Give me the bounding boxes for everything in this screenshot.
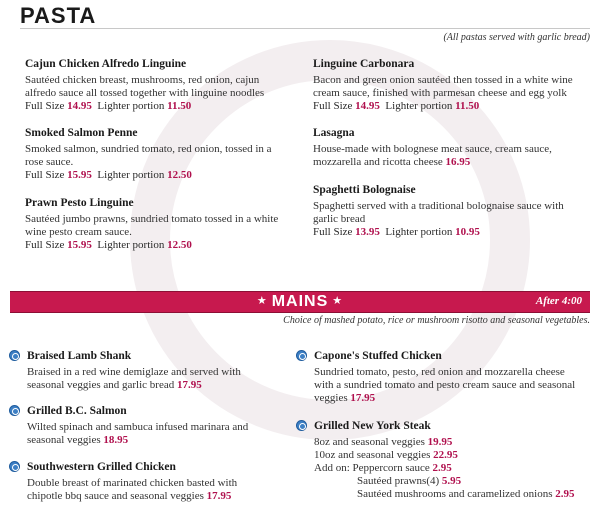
full-size-price: 15.95: [67, 239, 92, 251]
mains-section-bar: [10, 291, 590, 313]
addon-row: Sautéed prawns(4) 5.95: [357, 475, 462, 487]
menu-item-capones-stuffed-chicken: [314, 350, 594, 405]
item-description: Braised in a red wine demiglaze and served with seasonal veggies and garlic bread 17.95: [27, 366, 241, 391]
addon-price: 2.95: [432, 462, 452, 474]
menu-item-southwestern-grilled-chicken: [27, 461, 297, 503]
mains-time-note: After 4:00: [535, 295, 582, 307]
item-name: Linguine Carbonara: [313, 58, 415, 70]
lighter-portion-price: 12.50: [167, 169, 192, 181]
full-size-price: 15.95: [67, 169, 92, 181]
mains-note: Choice of mashed potato, rice or mushroom risotto and seasonal vegetables.: [283, 315, 590, 326]
dietary-icon: [296, 350, 307, 361]
item-prices: Full Size 14.95 Lighter portion 11.50: [25, 100, 192, 112]
addons-label: Add on:: [314, 462, 350, 474]
steak-option: 8oz and seasonal veggies 19.95: [314, 436, 453, 448]
menu-item-braised-lamb-shank: [27, 350, 297, 392]
lighter-portion-price: 12.50: [167, 239, 192, 251]
star-icon: ★: [256, 295, 268, 307]
item-price: 16.95: [445, 156, 471, 168]
item-prices: Full Size 15.95 Lighter portion 12.50: [25, 239, 192, 251]
item-description: Sautéed jumbo prawns, sundried tomato tossed in a white wine pesto cream sauce.: [25, 213, 279, 238]
menu-item-cajun-chicken-alfredo: [25, 58, 305, 113]
addon-price: 5.95: [441, 475, 462, 487]
menu-item-grilled-new-york-steak: [314, 420, 594, 501]
dietary-icon: [9, 350, 20, 361]
menu-item-linguine-carbonara: [313, 58, 593, 113]
item-price: 17.95: [206, 490, 232, 502]
item-name: Capone's Stuffed Chicken: [314, 350, 442, 362]
item-description: Spaghetti served with a traditional bolognaise sauce with garlic bread: [313, 200, 564, 225]
item-name: Spaghetti Bolognaise: [313, 184, 416, 196]
full-size-price: 13.95: [355, 226, 380, 238]
item-prices: Full Size 13.95 Lighter portion 10.95: [313, 226, 480, 238]
item-prices: Full Size 14.95 Lighter portion 11.50: [313, 100, 480, 112]
item-name: Grilled B.C. Salmon: [27, 405, 127, 417]
item-price: 19.95: [427, 436, 453, 448]
pasta-section-title: PASTA: [20, 3, 97, 28]
full-size-price: 14.95: [355, 100, 380, 112]
item-description: Double breast of marinated chicken basted with chipotle bbq sauce and seasonal veggies 17.95: [27, 477, 238, 502]
item-name: Lasagna: [313, 127, 355, 139]
item-description: House-made with bolognese meat sauce, cream sauce, mozzarella and ricotta cheese 16.95: [313, 143, 552, 168]
item-name: Prawn Pesto Linguine: [25, 197, 134, 209]
item-description: Bacon and green onion sautéed then tossed in a white wine cream sauce, finished with parmesan cheese and egg yolk: [313, 74, 573, 99]
dietary-icon: [9, 405, 20, 416]
item-description: Smoked salmon, sundried tomato, red onion, tossed in a rose sauce.: [25, 143, 272, 168]
lighter-portion-price: 11.50: [455, 100, 480, 112]
lighter-portion-price: 10.95: [455, 226, 480, 238]
item-description: Wilted spinach and sambuca infused marinara and seasonal veggies 18.95: [27, 421, 249, 446]
lighter-portion-price: 11.50: [167, 100, 192, 112]
menu-item-lasagna: [313, 127, 593, 169]
item-name: Braised Lamb Shank: [27, 350, 132, 362]
item-name: Southwestern Grilled Chicken: [27, 461, 176, 473]
item-description: Sautéed chicken breast, mushrooms, red onion, cajun alfredo sauce all tossed together with linguine noodles: [25, 74, 265, 99]
item-price: 22.95: [433, 449, 458, 461]
star-icon: ★: [332, 295, 344, 307]
full-size-price: 14.95: [67, 100, 92, 112]
item-description: [314, 436, 594, 501]
item-name: Grilled New York Steak: [314, 420, 431, 432]
mains-section-title: ★ MAINS ★: [256, 293, 344, 310]
pasta-note: (All pastas served with garlic bread): [443, 32, 590, 43]
item-name: Smoked Salmon Penne: [25, 127, 138, 139]
item-price: 17.95: [176, 379, 202, 391]
item-name: Cajun Chicken Alfredo Linguine: [25, 58, 187, 70]
dietary-icon: [296, 420, 307, 431]
item-prices: Full Size 15.95 Lighter portion 12.50: [25, 169, 192, 181]
menu-item-spaghetti-bolognaise: [313, 184, 593, 239]
menu-item-prawn-pesto-linguine: [25, 197, 305, 252]
item-price: 18.95: [103, 434, 129, 446]
menu-item-grilled-bc-salmon: [27, 405, 297, 447]
menu-item-smoked-salmon-penne: [25, 127, 305, 182]
dietary-icon: [9, 461, 20, 472]
item-price: 17.95: [350, 392, 376, 404]
pasta-title-rule: [20, 28, 590, 29]
addon-row: Add on: Peppercorn sauce 2.95: [314, 462, 452, 474]
steak-option: 10oz and seasonal veggies 22.95: [314, 449, 458, 461]
addon-price: 2.95: [555, 488, 575, 500]
addon-row: Sautéed mushrooms and caramelized onions 2.95: [357, 488, 575, 500]
item-description: Sundried tomato, pesto, red onion and mozzarella cheese with a sundried tomato and pesto cream sauce and seasonal veggies 17.95: [314, 366, 576, 404]
